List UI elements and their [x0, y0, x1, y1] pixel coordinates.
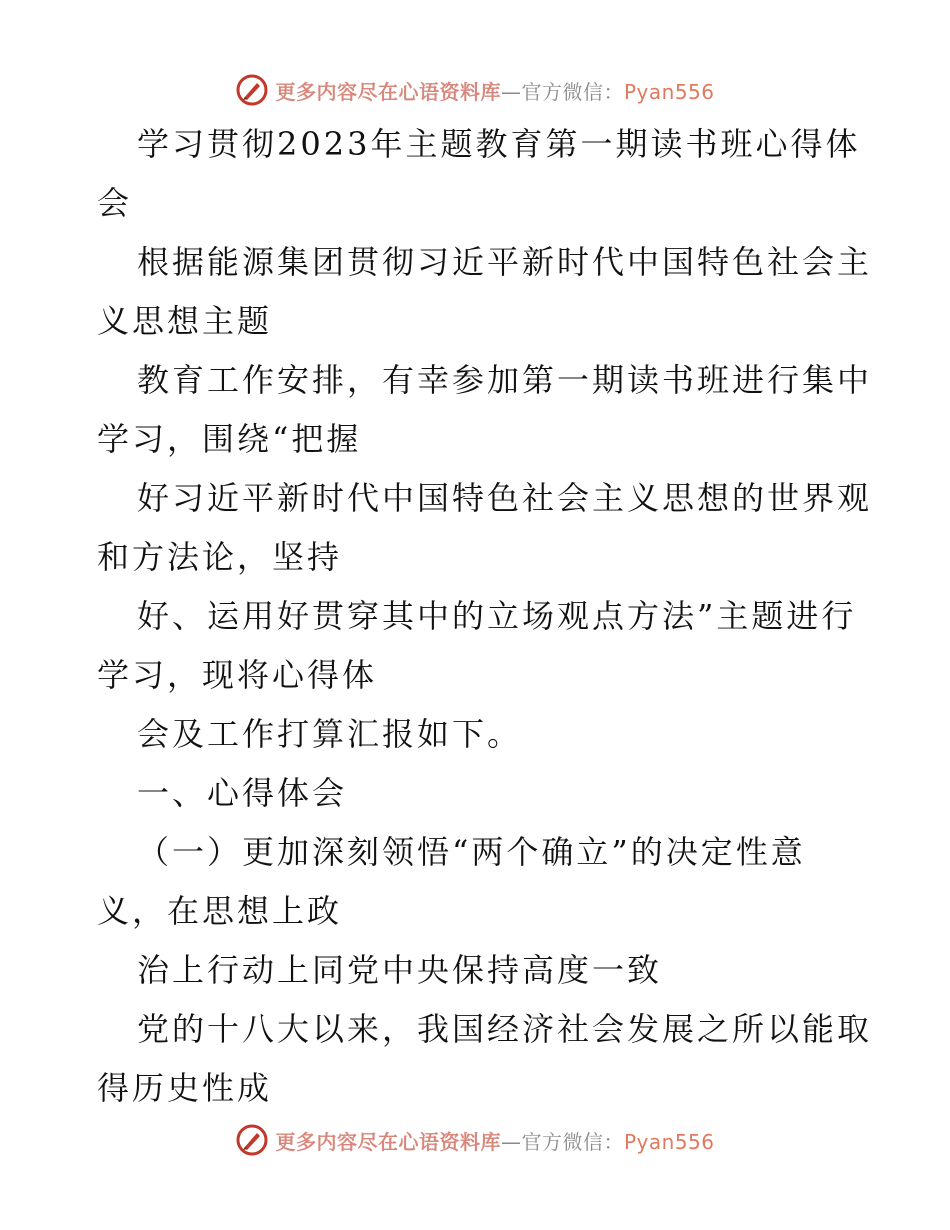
text-line: 党的十八大以来，我国经济社会发展之所以能取: [137, 1010, 873, 1048]
banner-text: [275, 1126, 714, 1155]
text-line: 义，在思想上政: [97, 892, 343, 930]
banner-wechat-label: 官方微信：: [521, 1129, 624, 1154]
document-body: [97, 115, 873, 1118]
text-line: 和方法论，坚持: [97, 538, 343, 576]
text-line: 好习近平新时代中国特色社会主义思想的世界观: [137, 479, 873, 517]
text-line: 教育工作安排，有幸参加第一期读书班进行集中: [137, 361, 873, 399]
text-line: 学习，围绕“把握: [97, 420, 362, 458]
text-line: 治上行动上同党中央保持高度一致: [137, 951, 663, 989]
text-line: 好、运用好贯穿其中的立场观点方法”主题进行: [137, 597, 857, 635]
header-watermark-banner: [0, 70, 950, 110]
text-line: 得历史性成: [97, 1069, 273, 1107]
banner-wechat-id: Pyan556: [623, 79, 715, 104]
banner-wechat-label: 官方微信：: [521, 79, 624, 104]
text-line: 根据能源集团贯彻习近平新时代中国特色社会主: [137, 243, 873, 281]
text-line: 义思想主题: [97, 302, 273, 340]
text-line: （一）更加深刻领悟“两个确立”的决定性意: [137, 833, 806, 871]
banner-wechat-id: Pyan556: [623, 1129, 715, 1154]
text-line: 学习，现将心得体: [97, 656, 378, 694]
text-line: 会: [97, 184, 133, 222]
text-line: 学习贯彻2023年主题教育第一期读书班心得体: [137, 125, 861, 163]
banner-brand: 更多内容尽在心语资料库: [275, 1129, 501, 1154]
footer-watermark-banner: [0, 1120, 950, 1160]
banner-dash: —: [500, 1129, 522, 1154]
banner-text: [275, 76, 714, 105]
banner-dash: —: [500, 79, 522, 104]
text-line: 会及工作打算汇报如下。: [137, 715, 523, 753]
quill-pen-logo-icon: [235, 1123, 269, 1157]
text-line: 一、心得体会: [137, 774, 348, 812]
banner-brand: 更多内容尽在心语资料库: [275, 79, 501, 104]
quill-pen-logo-icon: [235, 73, 269, 107]
